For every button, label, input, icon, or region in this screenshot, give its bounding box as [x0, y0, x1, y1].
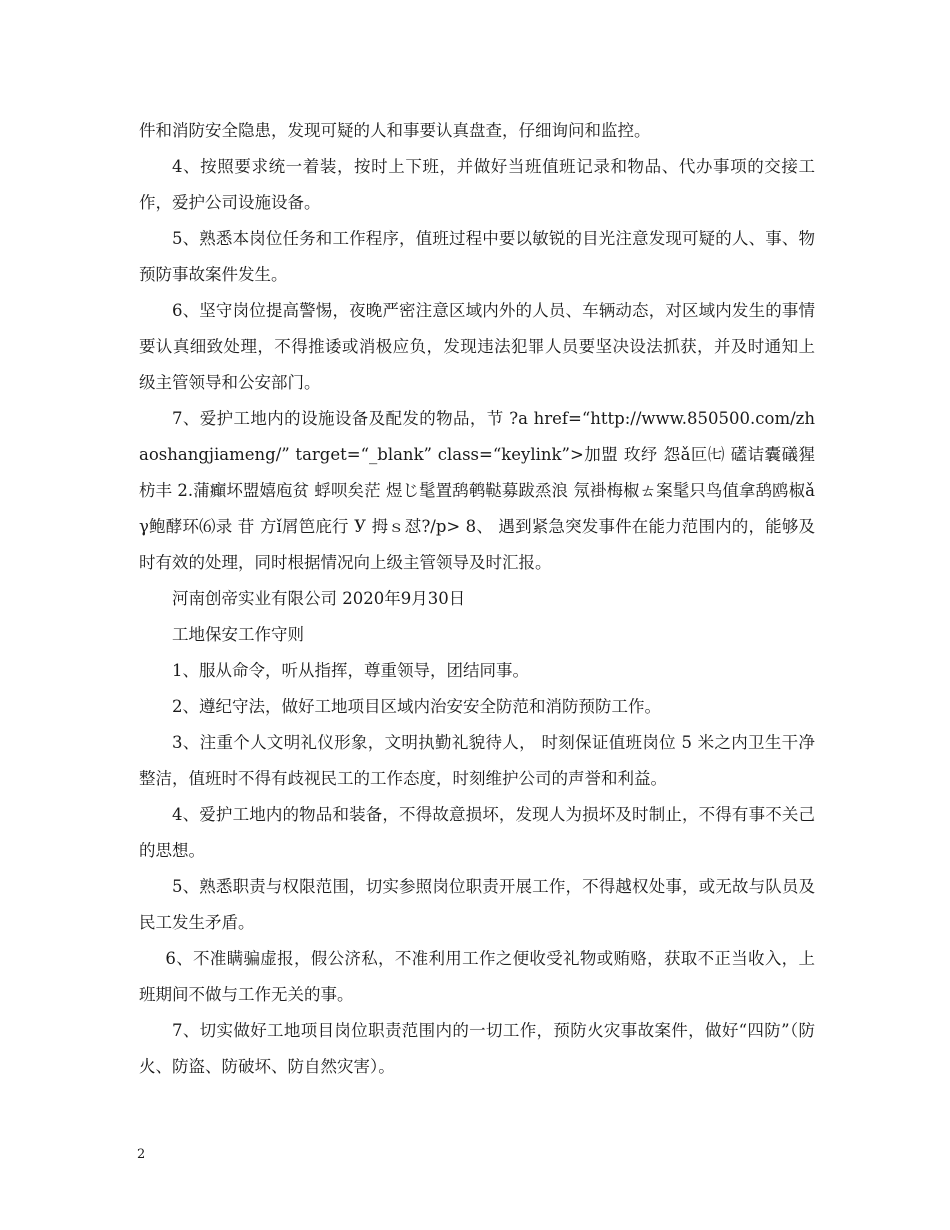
- paragraph-rule-6-vigilance: 6、坚守岗位提高警惕，夜晚严密注意区域内外的人员、车辆动态，对区域内发生的事情要认真细致处理，不得推诿或消极应负，发现违法犯罪人员要坚决设法抓获，并及时通知上级主管领导和公安部门。: [139, 301, 815, 392]
- paragraph-rule-7-garbled: 7、爱护工地内的设施设备及配发的物品，节 ?a href=“http://www.850500.com/zhaoshangjiameng/” target=“_blank” class=“keylink”>加盟 玫纾 怨ǎ叵㈦ 礚诘囊礒猩枋丰 2.蒲癲坏盟嬉庖贫 蜉呗矣茫 煜じ髦置鸹鹌鞑募跋烝浪 氖褂梅椒ㄊ案髦只鸟值拿鸹鸥椒ǎγ鲍酵环⑹录 苷 方ǐ屑笆庇行 У 拇ｓ怼?/p> 8、 遇到紧急突发事件在能力范围内的，能够及时有效的处理，同时根据情况向上级主管领导及时汇报。: [139, 409, 815, 572]
- paragraph-guard-rule-7: 7、切实做好工地项目岗位职责范围内的一切工作，预防火灾事故案件，做好“四防”（防火、防盗、防破坏、防自然灾害）。: [139, 1021, 815, 1076]
- paragraph-guard-rule-4: 4、爱护工地内的物品和装备，不得故意损坏，发现人为损坏及时制止，不得有事不关己的思想。: [139, 805, 815, 860]
- page-number: 2: [137, 1147, 146, 1162]
- section-title: 工地保安工作守则: [172, 625, 304, 644]
- paragraph-guard-rule-2: 2、遵纪守法，做好工地项目区域内治安安全防范和消防预防工作。: [172, 697, 661, 716]
- paragraph-rule-4-uniform: 4、按照要求统一着装，按时上下班，并做好当班值班记录和物品、代办事项的交接工作，爱护公司设施设备。: [139, 157, 815, 212]
- paragraph-rule-5-familiar: 5、熟悉本岗位任务和工作程序，值班过程中要以敏锐的目光注意发现可疑的人、事、物预防事故案件发生。: [139, 229, 815, 284]
- paragraph-guard-rule-3: 3、注重个人文明礼仪形象，文明执勤礼貌待人， 时刻保证值班岗位 5 米之内卫生干净整洁，值班时不得有歧视民工的工作态度，时刻维护公司的声誉和利益。: [139, 733, 815, 788]
- paragraph-guard-rule-5: 5、熟悉职责与权限范围，切实参照岗位职责开展工作，不得越权处事，或无故与队员及民工发生矛盾。: [139, 877, 815, 932]
- paragraph-guard-rule-1: 1、服从命令，听从指挥，尊重领导，团结同事。: [172, 661, 529, 680]
- paragraph-guard-rule-6: 6、不准瞒骗虚报，假公济私，不准利用工作之便收受礼物或贿赂，获取不正当收入，上班期间不做与工作无关的事。: [139, 949, 815, 1004]
- document-body: [139, 113, 815, 1085]
- paragraph-continuation: 件和消防安全隐患，发现可疑的人和事要认真盘查，仔细询问和监控。: [139, 121, 651, 140]
- company-date-line: 河南创帝实业有限公司 2020年9月30日: [172, 589, 466, 608]
